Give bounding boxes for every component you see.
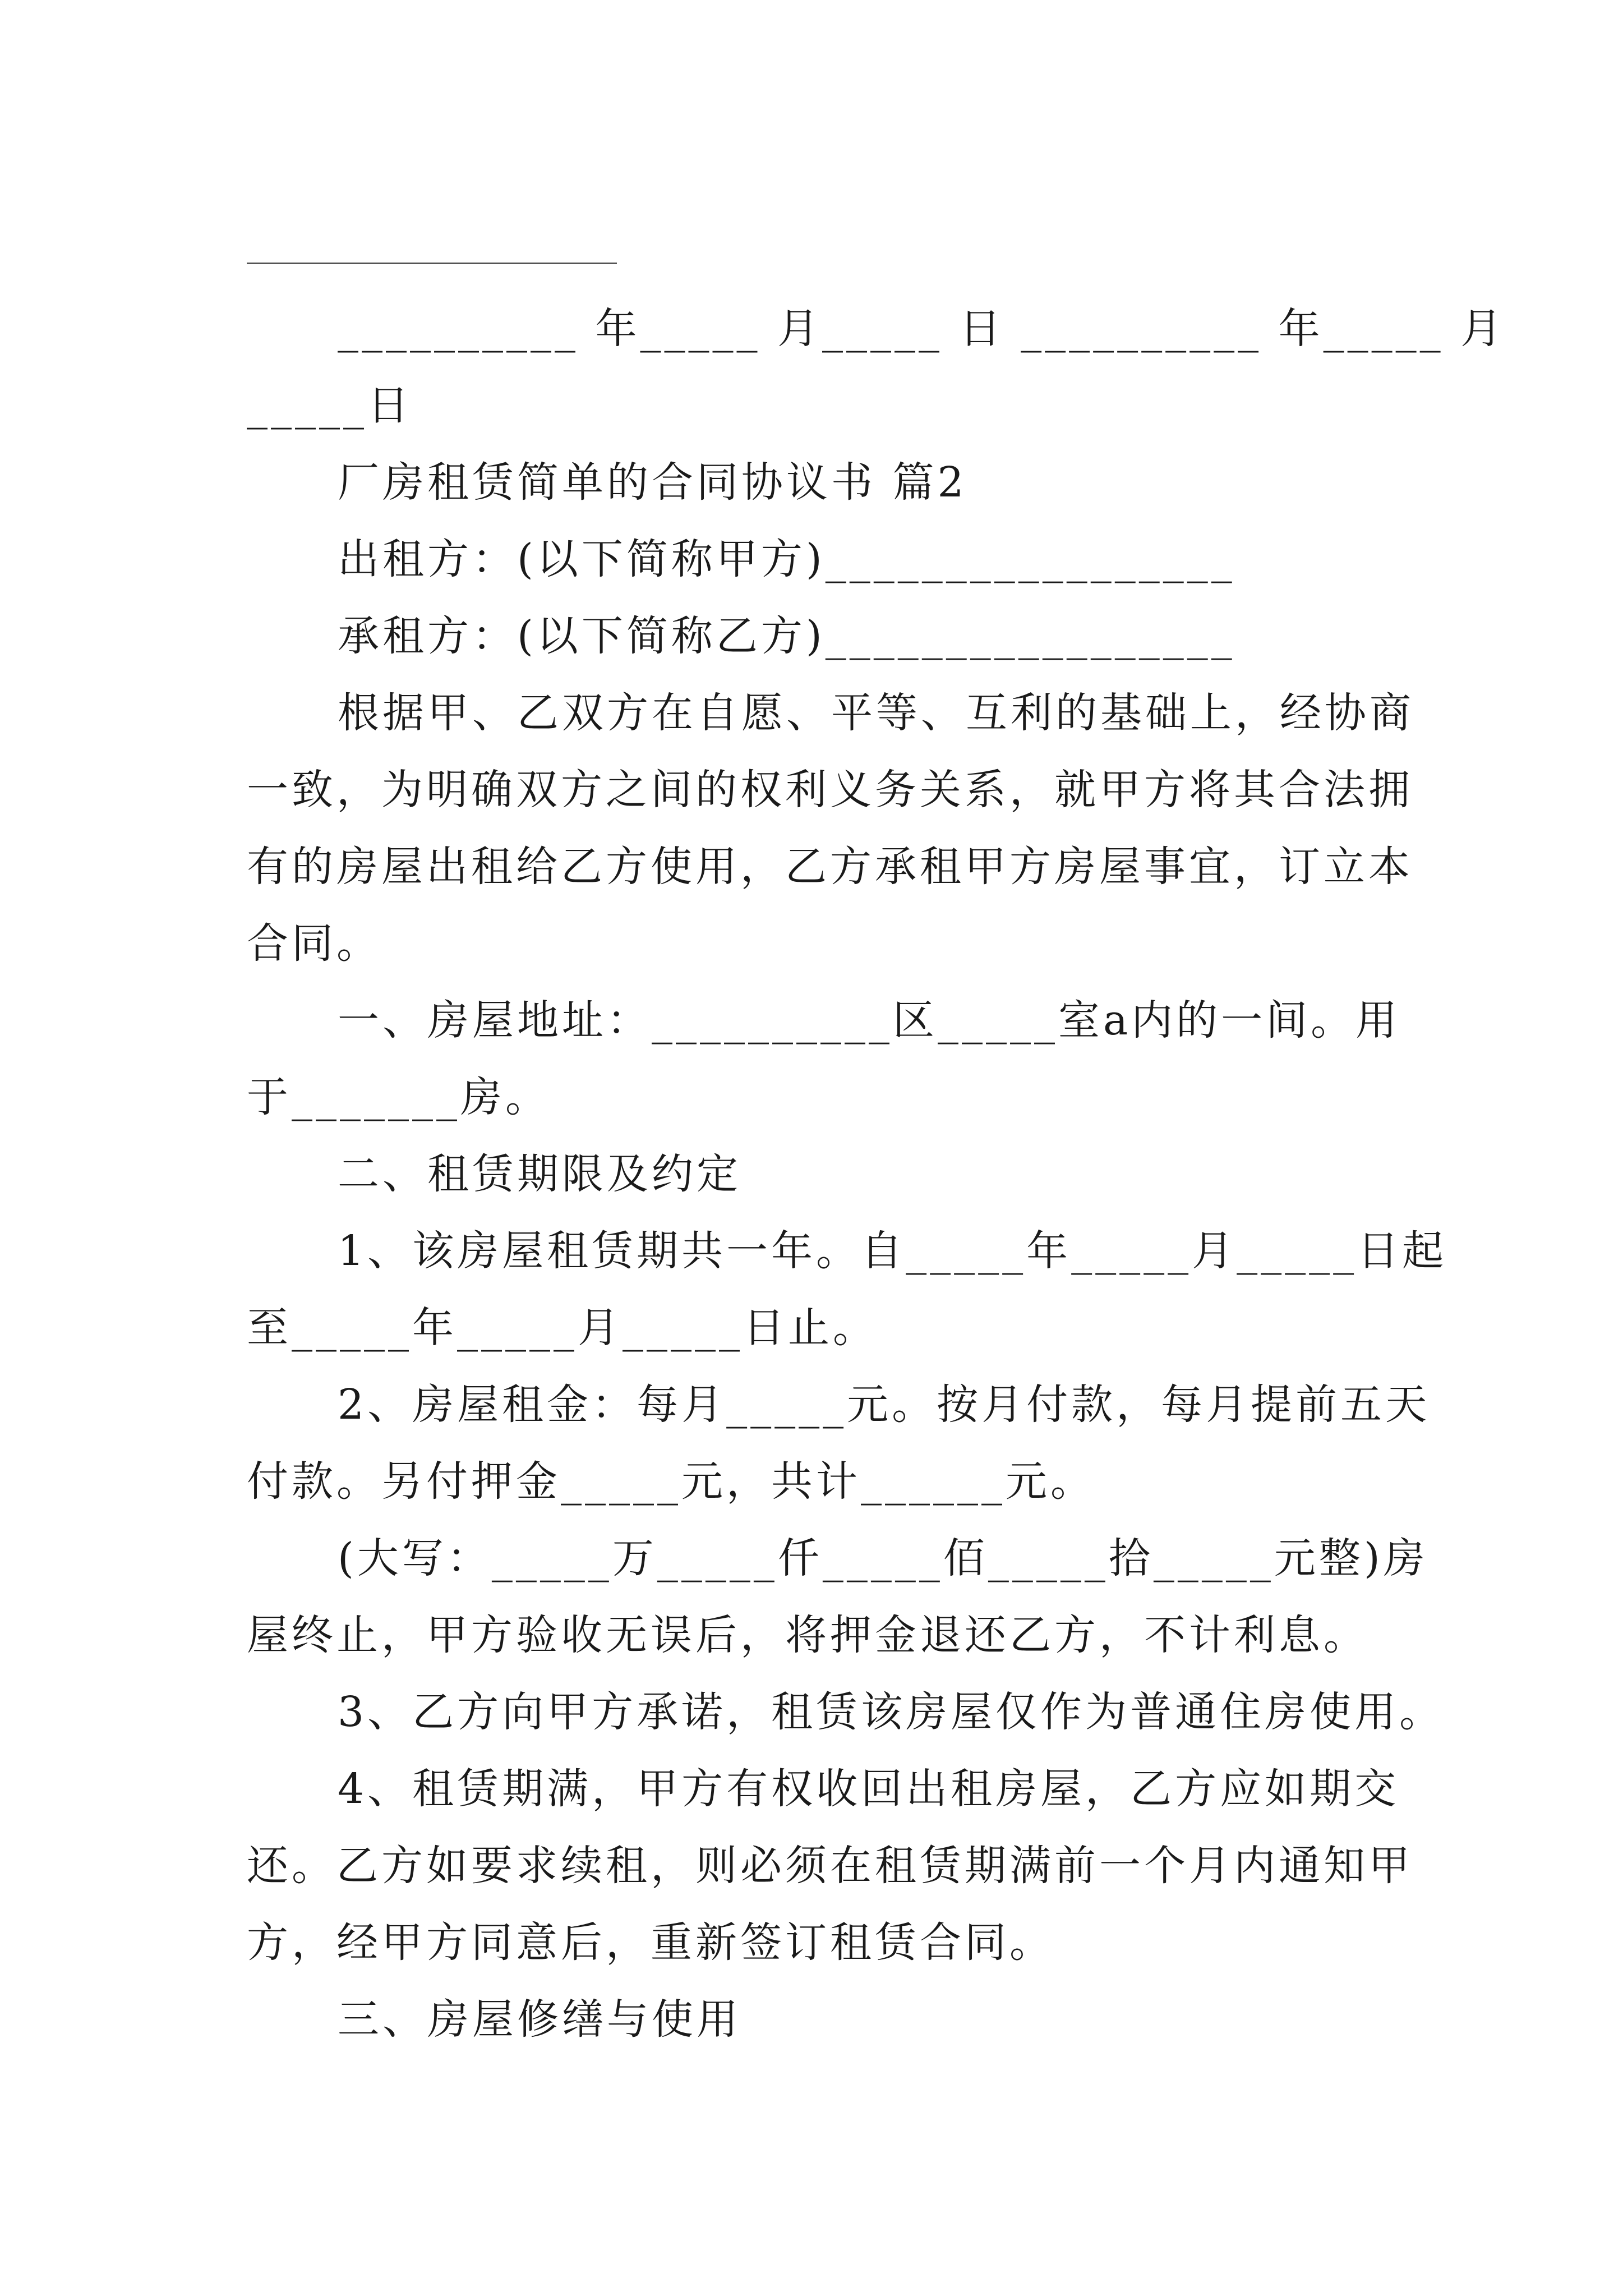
- top-signature-rule: [247, 263, 617, 264]
- section-title: 厂房租赁简单的合同协议书 篇2: [338, 458, 967, 507]
- date-blanks-line: __________ 年_____ 月_____ 日 __________ 年_____ 月: [338, 305, 1506, 353]
- clause-renewal-line-1: 4、租赁期满，甲方有权收回出租房屋，乙方应如期交: [338, 1765, 1400, 1813]
- preamble-line-3: 有的房屋出租给乙方使用，乙方承租甲方房屋事宜，订立本: [247, 843, 1413, 891]
- clause-address-line-2: 于_______房。: [247, 1073, 550, 1121]
- clause-rent-line-2: 付款。另付押金_____元，共计______元。: [247, 1457, 1095, 1506]
- clause-rent-line-1: 2、房屋租金：每月_____元。按月付款，每月提前五天: [338, 1381, 1431, 1429]
- clause-term-heading: 二、租赁期限及约定: [338, 1150, 741, 1198]
- preamble-line-1: 根据甲、乙双方在自愿、平等、互利的基础上，经协商: [338, 689, 1414, 737]
- clause-renewal-line-2: 还。乙方如要求续租，则必须在租赁期满前一个月内通知甲: [247, 1842, 1413, 1890]
- clause-term-1-line-1: 1、该房屋租赁期共一年。自_____年_____月_____日起: [338, 1227, 1447, 1275]
- clause-term-1-line-2: 至_____年_____月_____日止。: [247, 1304, 878, 1352]
- preamble-line-4: 合同。: [247, 919, 381, 968]
- lessee-line: 承租方：(以下简称乙方)_________________: [338, 612, 1235, 660]
- clause-deposit-line-2: 屋终止，甲方验收无误后，将押金退还乙方，不计利息。: [247, 1611, 1368, 1659]
- lessor-line: 出租方：(以下简称甲方)_________________: [338, 535, 1235, 583]
- clause-deposit-line-1: (大写：_____万_____仟_____佰_____拾_____元整)房: [338, 1534, 1428, 1582]
- date-blanks-line-continued: _____日: [247, 381, 412, 430]
- clause-address-line-1: 一、房屋地址：__________区_____室a内的一间。用: [338, 996, 1401, 1045]
- document-body: [247, 291, 1506, 2058]
- clause-renewal-line-3: 方，经甲方同意后，重新签订租赁合同。: [247, 1918, 1054, 1967]
- clause-usage-line: 3、乙方向甲方承诺，租赁该房屋仅作为普通住房使用。: [338, 1688, 1445, 1736]
- clause-repair-heading: 三、房屋修缮与使用: [338, 1995, 741, 2044]
- preamble-line-2: 一致，为明确双方之间的权利义务关系，就甲方将其合法拥: [247, 766, 1413, 814]
